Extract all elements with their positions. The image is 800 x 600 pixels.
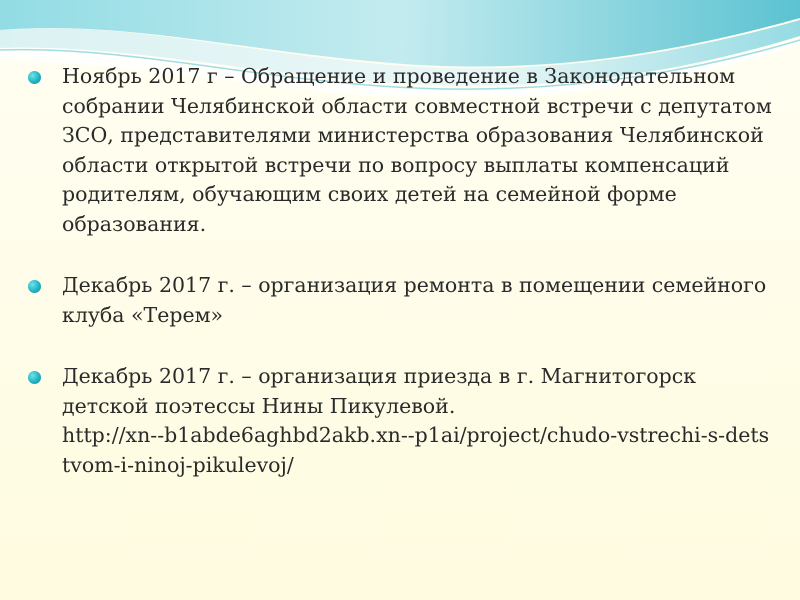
bullet-item-december-2017-repair xyxy=(28,271,773,330)
bullet-dot-icon xyxy=(28,371,41,384)
bullet-item-november-2017 xyxy=(28,62,773,239)
bullet-item-december-2017-poetess xyxy=(28,362,773,480)
bullet-text: Декабрь 2017 г. – организация приезда в г. Магнитогорск детской поэтессы Нины Пикулевой. xyxy=(62,364,697,418)
bullet-list xyxy=(28,62,773,480)
bullet-text: Ноябрь 2017 г – Обращение и проведение в Законодательном собрании Челябинской области совместной встречи с депутатом ЗСО, представителями министерства образования Челябинской области открытой встречи по вопросу выплаты компенсаций родителям, обучающим своих детей на семейной форме образования. xyxy=(62,64,772,236)
bullet-text: Декабрь 2017 г. – организация ремонта в помещении семейного клуба «Терем» xyxy=(62,273,767,327)
bullet-dot-icon xyxy=(28,71,41,84)
bullet-dot-icon xyxy=(28,280,41,293)
project-url-link[interactable]: http://xn--b1abde6aghbd2akb.xn--p1ai/project/chudo-vstrechi-s-detstvom-i-ninoj-pikulevoj/ xyxy=(62,423,770,477)
